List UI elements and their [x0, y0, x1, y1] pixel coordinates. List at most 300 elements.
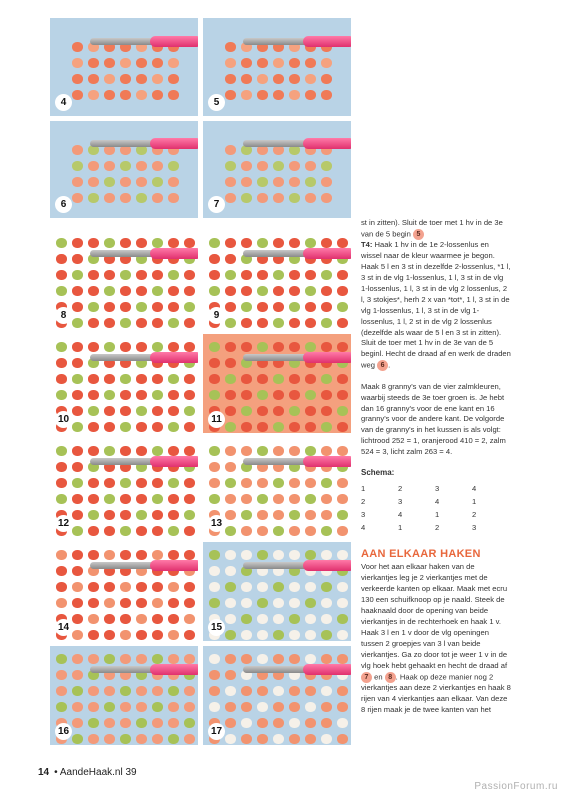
- step-photo-6: [50, 121, 198, 218]
- yarn-cluster: [136, 270, 147, 280]
- yarn-cluster: [289, 177, 300, 187]
- yarn-cluster: [136, 286, 147, 296]
- yarn-cluster: [257, 390, 268, 400]
- yarn-cluster: [56, 462, 67, 472]
- yarn-cluster: [184, 238, 195, 248]
- yarn-cluster: [209, 686, 220, 696]
- yarn-cluster: [56, 702, 67, 712]
- yarn-cluster: [241, 193, 252, 203]
- yarn-cluster: [305, 654, 316, 664]
- yarn-cluster: [225, 74, 236, 84]
- yarn-cluster: [72, 494, 83, 504]
- yarn-cluster: [225, 422, 236, 432]
- yarn-cluster: [289, 614, 300, 624]
- hook-handle: [303, 352, 351, 363]
- yarn-cluster: [120, 614, 131, 624]
- yarn-cluster: [136, 161, 147, 171]
- yarn-cluster: [321, 446, 332, 456]
- yarn-cluster: [257, 286, 268, 296]
- schema-cell: 4: [472, 483, 477, 493]
- yarn-cluster: [337, 718, 348, 728]
- yarn-cluster: [257, 406, 268, 416]
- yarn-cluster: [136, 193, 147, 203]
- yarn-cluster: [120, 90, 131, 100]
- yarn-cluster: [136, 582, 147, 592]
- yarn-cluster: [321, 342, 332, 352]
- schema-table: [361, 483, 509, 535]
- yarn-cluster: [72, 374, 83, 384]
- yarn-cluster: [104, 193, 115, 203]
- yarn-cluster: [241, 58, 252, 68]
- yarn-cluster: [136, 302, 147, 312]
- yarn-cluster: [72, 302, 83, 312]
- yarn-cluster: [257, 161, 268, 171]
- yarn-cluster: [241, 90, 252, 100]
- yarn-cluster: [104, 614, 115, 624]
- yarn-cluster: [104, 238, 115, 248]
- yarn-cluster: [289, 286, 300, 296]
- yarn-cluster: [257, 654, 268, 664]
- yarn-cluster: [88, 422, 99, 432]
- yarn-cluster: [321, 582, 332, 592]
- yarn-cluster: [289, 58, 300, 68]
- yarn-cluster: [321, 161, 332, 171]
- yarn-cluster: [225, 406, 236, 416]
- yarn-cluster: [104, 510, 115, 520]
- step-ref-8: 8: [385, 672, 396, 683]
- yarn-cluster: [72, 74, 83, 84]
- yarn-cluster: [321, 406, 332, 416]
- yarn-cluster: [120, 510, 131, 520]
- yarn-cluster: [152, 510, 163, 520]
- yarn-cluster: [88, 718, 99, 728]
- schema-cell: 1: [398, 522, 403, 532]
- yarn-cluster: [56, 254, 67, 264]
- yarn-cluster: [136, 318, 147, 328]
- yarn-cluster: [305, 177, 316, 187]
- hook-handle: [150, 138, 198, 149]
- yarn-cluster: [241, 238, 252, 248]
- yarn-cluster: [56, 446, 67, 456]
- yarn-cluster: [168, 614, 179, 624]
- yarn-cluster: [136, 550, 147, 560]
- yarn-cluster: [88, 193, 99, 203]
- yarn-cluster: [88, 478, 99, 488]
- yarn-cluster: [321, 286, 332, 296]
- yarn-cluster: [120, 238, 131, 248]
- yarn-cluster: [168, 286, 179, 296]
- yarn-cluster: [257, 318, 268, 328]
- yarn-cluster: [321, 510, 332, 520]
- yarn-cluster: [289, 598, 300, 608]
- yarn-cluster: [337, 630, 348, 640]
- yarn-cluster: [273, 302, 284, 312]
- yarn-cluster: [120, 286, 131, 296]
- step-photo-13: [203, 438, 351, 537]
- yarn-cluster: [72, 718, 83, 728]
- hook-handle: [150, 352, 198, 363]
- yarn-cluster: [225, 342, 236, 352]
- yarn-cluster: [305, 702, 316, 712]
- yarn-cluster: [168, 630, 179, 640]
- yarn-cluster: [152, 58, 163, 68]
- yarn-cluster: [184, 598, 195, 608]
- yarn-cluster: [152, 718, 163, 728]
- yarn-cluster: [72, 614, 83, 624]
- yarn-cluster: [289, 702, 300, 712]
- yarn-cluster: [225, 58, 236, 68]
- yarn-cluster: [136, 74, 147, 84]
- yarn-cluster: [321, 494, 332, 504]
- yarn-cluster: [257, 177, 268, 187]
- yarn-cluster: [104, 286, 115, 296]
- yarn-cluster: [337, 686, 348, 696]
- yarn-cluster: [225, 614, 236, 624]
- yarn-cluster: [337, 390, 348, 400]
- section-heading: AAN ELKAAR HAKEN: [361, 547, 481, 560]
- yarn-cluster: [120, 177, 131, 187]
- yarn-cluster: [168, 342, 179, 352]
- yarn-cluster: [305, 550, 316, 560]
- step-number-badge: 8: [55, 307, 72, 324]
- yarn-cluster: [168, 74, 179, 84]
- yarn-cluster: [168, 718, 179, 728]
- yarn-cluster: [305, 390, 316, 400]
- yarn-cluster: [289, 734, 300, 744]
- yarn-cluster: [120, 406, 131, 416]
- yarn-cluster: [136, 494, 147, 504]
- yarn-cluster: [289, 422, 300, 432]
- yarn-cluster: [88, 390, 99, 400]
- hook-handle: [150, 456, 198, 467]
- yarn-cluster: [273, 598, 284, 608]
- yarn-cluster: [104, 734, 115, 744]
- yarn-cluster: [88, 526, 99, 536]
- yarn-cluster: [337, 238, 348, 248]
- yarn-cluster: [321, 686, 332, 696]
- yarn-cluster: [337, 550, 348, 560]
- yarn-cluster: [88, 550, 99, 560]
- yarn-cluster: [120, 193, 131, 203]
- hook-handle: [303, 248, 351, 259]
- yarn-cluster: [209, 598, 220, 608]
- yarn-cluster: [257, 598, 268, 608]
- yarn-cluster: [152, 90, 163, 100]
- yarn-cluster: [273, 526, 284, 536]
- yarn-cluster: [56, 670, 67, 680]
- yarn-cluster: [88, 286, 99, 296]
- yarn-cluster: [168, 193, 179, 203]
- yarn-cluster: [152, 177, 163, 187]
- yarn-cluster: [321, 526, 332, 536]
- yarn-cluster: [136, 390, 147, 400]
- yarn-cluster: [72, 161, 83, 171]
- yarn-cluster: [273, 510, 284, 520]
- yarn-cluster: [72, 358, 83, 368]
- yarn-cluster: [241, 342, 252, 352]
- yarn-cluster: [184, 686, 195, 696]
- yarn-cluster: [225, 598, 236, 608]
- yarn-cluster: [120, 702, 131, 712]
- yarn-cluster: [337, 446, 348, 456]
- yarn-cluster: [184, 374, 195, 384]
- yarn-cluster: [241, 654, 252, 664]
- yarn-cluster: [321, 422, 332, 432]
- yarn-cluster: [241, 510, 252, 520]
- yarn-cluster: [305, 270, 316, 280]
- yarn-cluster: [241, 446, 252, 456]
- step-number-badge: 16: [55, 723, 72, 740]
- yarn-cluster: [104, 550, 115, 560]
- yarn-cluster: [289, 342, 300, 352]
- yarn-cluster: [305, 74, 316, 84]
- yarn-cluster: [209, 582, 220, 592]
- yarn-cluster: [273, 161, 284, 171]
- yarn-cluster: [72, 145, 83, 155]
- step-number-badge: 12: [55, 515, 72, 532]
- yarn-cluster: [209, 342, 220, 352]
- yarn-cluster: [305, 406, 316, 416]
- yarn-cluster: [104, 446, 115, 456]
- yarn-cluster: [152, 686, 163, 696]
- yarn-cluster: [305, 342, 316, 352]
- schema-cell: 1: [361, 483, 366, 493]
- yarn-cluster: [321, 734, 332, 744]
- yarn-cluster: [168, 422, 179, 432]
- yarn-cluster: [225, 90, 236, 100]
- yarn-cluster: [104, 718, 115, 728]
- yarn-cluster: [152, 238, 163, 248]
- yarn-cluster: [120, 58, 131, 68]
- yarn-cluster: [257, 90, 268, 100]
- yarn-cluster: [104, 478, 115, 488]
- yarn-cluster: [257, 686, 268, 696]
- yarn-cluster: [209, 550, 220, 560]
- yarn-cluster: [337, 494, 348, 504]
- yarn-cluster: [337, 406, 348, 416]
- yarn-cluster: [88, 318, 99, 328]
- footer-bullet: •: [54, 767, 58, 778]
- hook-handle: [303, 36, 351, 47]
- yarn-cluster: [184, 550, 195, 560]
- yarn-cluster: [184, 630, 195, 640]
- yarn-cluster: [88, 161, 99, 171]
- yarn-cluster: [305, 90, 316, 100]
- yarn-cluster: [337, 734, 348, 744]
- yarn-cluster: [152, 526, 163, 536]
- yarn-cluster: [305, 734, 316, 744]
- yarn-cluster: [72, 286, 83, 296]
- yarn-cluster: [104, 494, 115, 504]
- yarn-cluster: [225, 582, 236, 592]
- yarn-cluster: [321, 238, 332, 248]
- step-ref-7: 7: [361, 672, 372, 683]
- yarn-cluster: [273, 614, 284, 624]
- yarn-cluster: [273, 446, 284, 456]
- yarn-cluster: [321, 270, 332, 280]
- yarn-cluster: [104, 654, 115, 664]
- yarn-cluster: [321, 58, 332, 68]
- yarn-cluster: [289, 302, 300, 312]
- yarn-cluster: [104, 374, 115, 384]
- yarn-cluster: [209, 270, 220, 280]
- yarn-cluster: [273, 550, 284, 560]
- yarn-cluster: [120, 390, 131, 400]
- yarn-cluster: [72, 270, 83, 280]
- yarn-cluster: [225, 177, 236, 187]
- yarn-cluster: [321, 74, 332, 84]
- schema-cell: 2: [472, 509, 477, 519]
- hook-handle: [150, 36, 198, 47]
- yarn-cluster: [225, 161, 236, 171]
- yarn-cluster: [184, 390, 195, 400]
- yarn-cluster: [168, 90, 179, 100]
- yarn-cluster: [257, 494, 268, 504]
- yarn-cluster: [184, 582, 195, 592]
- yarn-cluster: [56, 686, 67, 696]
- yarn-cluster: [273, 318, 284, 328]
- yarn-cluster: [305, 478, 316, 488]
- yarn-cluster: [225, 478, 236, 488]
- yarn-cluster: [104, 90, 115, 100]
- yarn-cluster: [88, 177, 99, 187]
- yarn-cluster: [152, 302, 163, 312]
- yarn-cluster: [136, 90, 147, 100]
- yarn-cluster: [273, 494, 284, 504]
- watermark: PassionForum.ru: [474, 781, 558, 792]
- yarn-cluster: [305, 446, 316, 456]
- yarn-cluster: [289, 478, 300, 488]
- yarn-cluster: [305, 286, 316, 296]
- yarn-cluster: [209, 286, 220, 296]
- yarn-cluster: [321, 702, 332, 712]
- yarn-cluster: [120, 686, 131, 696]
- schema-cell: 2: [361, 496, 366, 506]
- yarn-cluster: [136, 422, 147, 432]
- yarn-cluster: [72, 406, 83, 416]
- yarn-cluster: [225, 686, 236, 696]
- yarn-cluster: [136, 478, 147, 488]
- magazine-name: AandeHaak.nl 39: [59, 767, 137, 778]
- yarn-cluster: [152, 702, 163, 712]
- yarn-cluster: [289, 193, 300, 203]
- yarn-cluster: [241, 494, 252, 504]
- yarn-cluster: [209, 566, 220, 576]
- yarn-cluster: [209, 446, 220, 456]
- yarn-cluster: [120, 161, 131, 171]
- page-footer: [38, 767, 137, 778]
- yarn-cluster: [241, 74, 252, 84]
- yarn-cluster: [257, 374, 268, 384]
- yarn-cluster: [184, 718, 195, 728]
- yarn-cluster: [72, 734, 83, 744]
- yarn-cluster: [184, 318, 195, 328]
- step-photo-14: [50, 542, 198, 641]
- yarn-cluster: [184, 734, 195, 744]
- yarn-cluster: [72, 58, 83, 68]
- yarn-cluster: [152, 406, 163, 416]
- yarn-cluster: [120, 734, 131, 744]
- yarn-cluster: [241, 318, 252, 328]
- yarn-cluster: [72, 478, 83, 488]
- yarn-cluster: [72, 254, 83, 264]
- yarn-cluster: [136, 374, 147, 384]
- yarn-cluster: [321, 550, 332, 560]
- yarn-cluster: [168, 270, 179, 280]
- yarn-cluster: [321, 718, 332, 728]
- yarn-cluster: [72, 446, 83, 456]
- yarn-cluster: [273, 286, 284, 296]
- yarn-cluster: [88, 614, 99, 624]
- step-number-badge: 7: [208, 196, 225, 213]
- yarn-cluster: [152, 74, 163, 84]
- yarn-cluster: [168, 406, 179, 416]
- yarn-cluster: [225, 286, 236, 296]
- yarn-cluster: [289, 390, 300, 400]
- yarn-cluster: [168, 654, 179, 664]
- yarn-cluster: [257, 446, 268, 456]
- schema-title: Schema:: [361, 468, 395, 478]
- yarn-cluster: [72, 422, 83, 432]
- schema-row: [361, 522, 509, 535]
- yarn-cluster: [104, 342, 115, 352]
- yarn-cluster: [289, 550, 300, 560]
- yarn-cluster: [56, 478, 67, 488]
- yarn-cluster: [305, 630, 316, 640]
- yarn-cluster: [337, 526, 348, 536]
- yarn-cluster: [152, 318, 163, 328]
- yarn-cluster: [168, 526, 179, 536]
- schema-cell: 2: [398, 483, 403, 493]
- yarn-cluster: [305, 193, 316, 203]
- yarn-cluster: [225, 550, 236, 560]
- yarn-cluster: [321, 598, 332, 608]
- yarn-cluster: [257, 422, 268, 432]
- yarn-cluster: [152, 550, 163, 560]
- yarn-cluster: [289, 74, 300, 84]
- yarn-cluster: [305, 526, 316, 536]
- yarn-cluster: [72, 90, 83, 100]
- yarn-cluster: [184, 510, 195, 520]
- yarn-cluster: [241, 286, 252, 296]
- yarn-cluster: [104, 318, 115, 328]
- step-photo-7: [203, 121, 351, 218]
- yarn-cluster: [104, 582, 115, 592]
- yarn-cluster: [289, 718, 300, 728]
- yarn-cluster: [305, 374, 316, 384]
- yarn-cluster: [321, 614, 332, 624]
- yarn-cluster: [257, 510, 268, 520]
- yarn-cluster: [225, 238, 236, 248]
- yarn-cluster: [72, 550, 83, 560]
- step-number-badge: 9: [208, 307, 225, 324]
- yarn-cluster: [241, 582, 252, 592]
- yarn-cluster: [225, 254, 236, 264]
- schema-cell: 1: [435, 509, 440, 519]
- yarn-cluster: [136, 614, 147, 624]
- hook-handle: [303, 456, 351, 467]
- yarn-cluster: [120, 526, 131, 536]
- yarn-cluster: [184, 494, 195, 504]
- yarn-cluster: [136, 58, 147, 68]
- yarn-cluster: [56, 566, 67, 576]
- yarn-cluster: [120, 598, 131, 608]
- yarn-cluster: [225, 374, 236, 384]
- yarn-cluster: [72, 342, 83, 352]
- yarn-cluster: [225, 566, 236, 576]
- yarn-cluster: [168, 446, 179, 456]
- yarn-cluster: [257, 478, 268, 488]
